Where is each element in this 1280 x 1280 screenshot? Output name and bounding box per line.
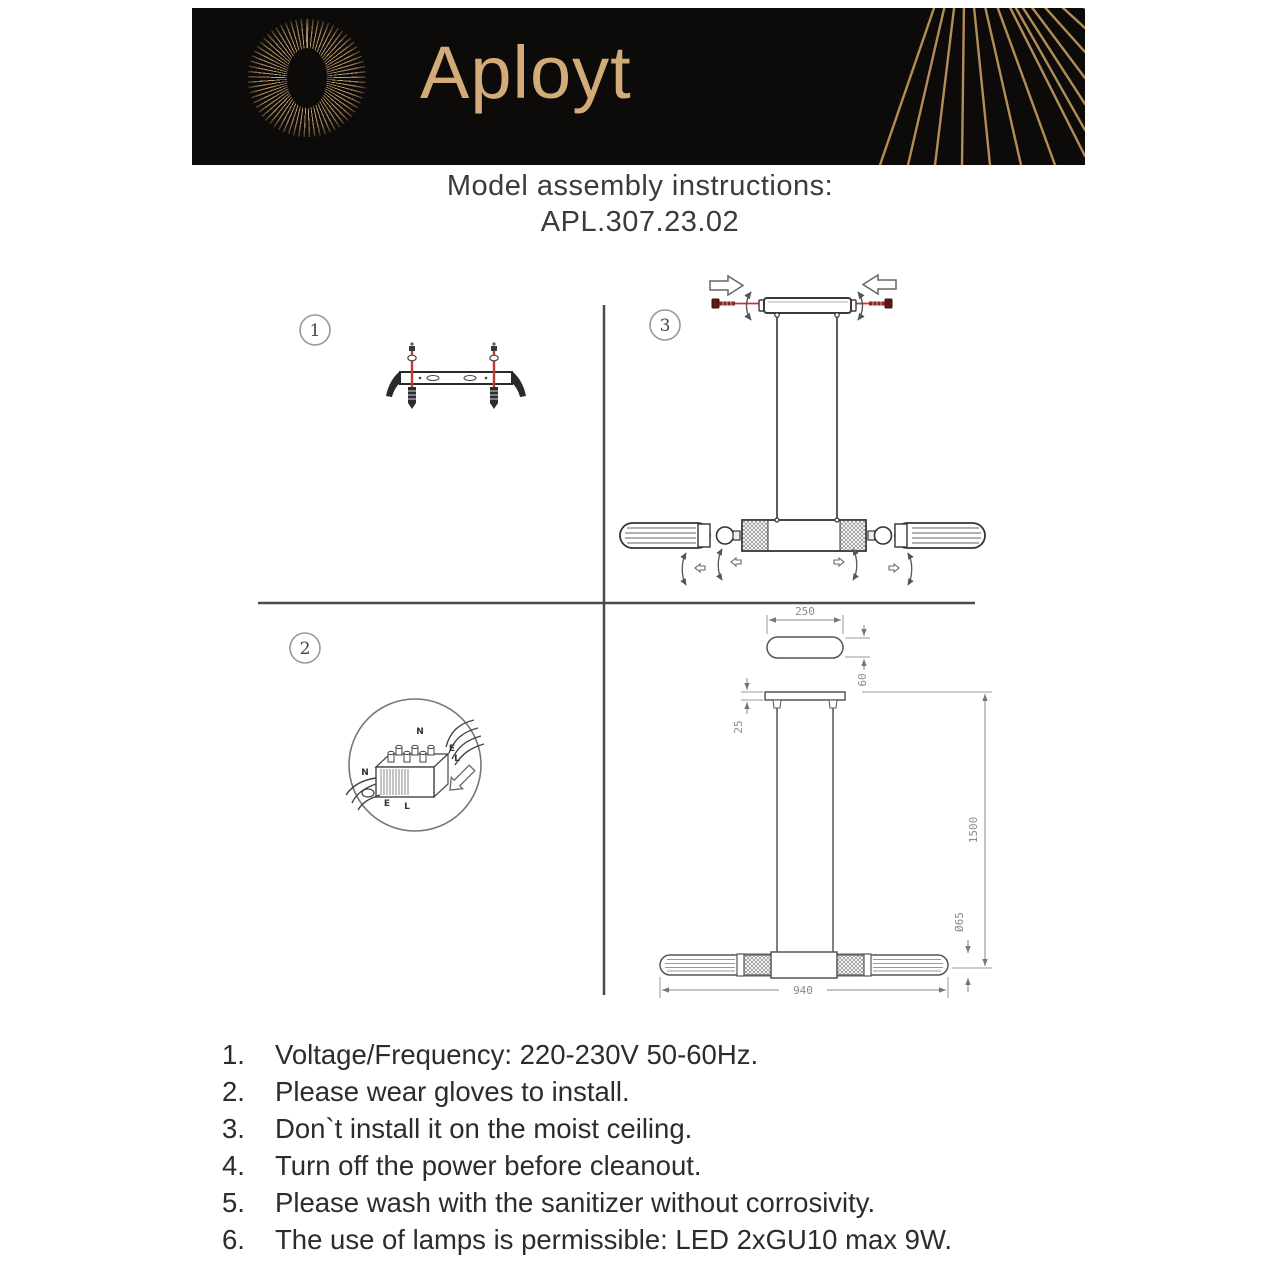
- pendant-exploded-diagram: [620, 518, 985, 585]
- mounting-bracket-diagram: [386, 342, 526, 409]
- bulb-left-icon: [717, 527, 734, 544]
- instruction-number: 4.: [222, 1150, 245, 1181]
- instruction-item: [222, 1110, 1122, 1147]
- brand-name: Aployt: [420, 31, 632, 114]
- step2-number: 2: [299, 639, 311, 659]
- step2-badge: [290, 633, 320, 663]
- rays-decoration-icon: [665, 8, 1085, 165]
- instructions-list: [222, 1036, 1122, 1258]
- step1-number: 1: [309, 321, 321, 341]
- dim-fixture-length: 940: [793, 984, 813, 997]
- model-number: APL.307.23.02: [540, 206, 740, 238]
- dim-tube-diameter: Ø65: [953, 912, 966, 932]
- dim-suspension-height: 1500: [967, 816, 980, 844]
- step3-badge: [650, 310, 680, 340]
- starburst-core: [287, 48, 327, 108]
- instruction-item: [222, 1073, 1122, 1110]
- instruction-text: Turn off the power before cleanout.: [275, 1150, 702, 1181]
- instruction-text: Voltage/Frequency: 220-230V 50-60Hz.: [275, 1039, 759, 1070]
- instruction-number: 5.: [222, 1187, 245, 1218]
- instruction-number: 1.: [222, 1039, 245, 1070]
- wire-label-e-right: E: [448, 744, 456, 754]
- dim-canopy-plate: 25: [732, 720, 745, 734]
- canopy-mount-diagram: [710, 275, 896, 520]
- instruction-number: 3.: [222, 1113, 245, 1144]
- push-arrow-right-icon: [710, 276, 743, 295]
- instruction-text: The use of lamps is permissible: LED 2xGU10 max 9W.: [275, 1224, 953, 1255]
- instruction-item: [222, 1184, 1122, 1221]
- wire-label-e-left: E: [383, 799, 391, 809]
- wire-label-n-left: N: [361, 768, 369, 778]
- wire-label-l-left: L: [404, 802, 410, 812]
- instruction-text: Please wash with the sanitizer without corrosivity.: [275, 1187, 876, 1218]
- dimension-drawing: [660, 605, 992, 998]
- dim-canopy-width: 250: [795, 605, 815, 618]
- title-line1: Model assembly instructions:: [446, 170, 834, 202]
- assembly-diagrams: [0, 250, 1280, 1030]
- bulb-right-icon: [875, 527, 892, 544]
- wire-label-l-right: L: [454, 754, 460, 764]
- starburst-icon: [248, 19, 366, 137]
- instruction-item: [222, 1147, 1122, 1184]
- instruction-item: [222, 1221, 1122, 1258]
- step1-badge: [300, 315, 330, 345]
- page-title: [0, 170, 1280, 239]
- step3-number: 3: [659, 316, 671, 336]
- instruction-item: [222, 1036, 1122, 1073]
- instruction-text: Please wear gloves to install.: [275, 1076, 630, 1107]
- push-arrow-left-icon: [863, 275, 896, 294]
- wire-label-n-right: N: [416, 727, 424, 737]
- dim-canopy-depth: 60: [856, 673, 869, 687]
- instruction-text: Don`t install it on the moist ceiling.: [275, 1113, 693, 1144]
- instruction-number: 2.: [222, 1076, 245, 1107]
- insert-arrow-icon: [450, 765, 475, 790]
- wiring-terminal-diagram: [346, 699, 484, 831]
- brand-header: [192, 8, 1085, 165]
- instruction-number: 6.: [222, 1224, 245, 1255]
